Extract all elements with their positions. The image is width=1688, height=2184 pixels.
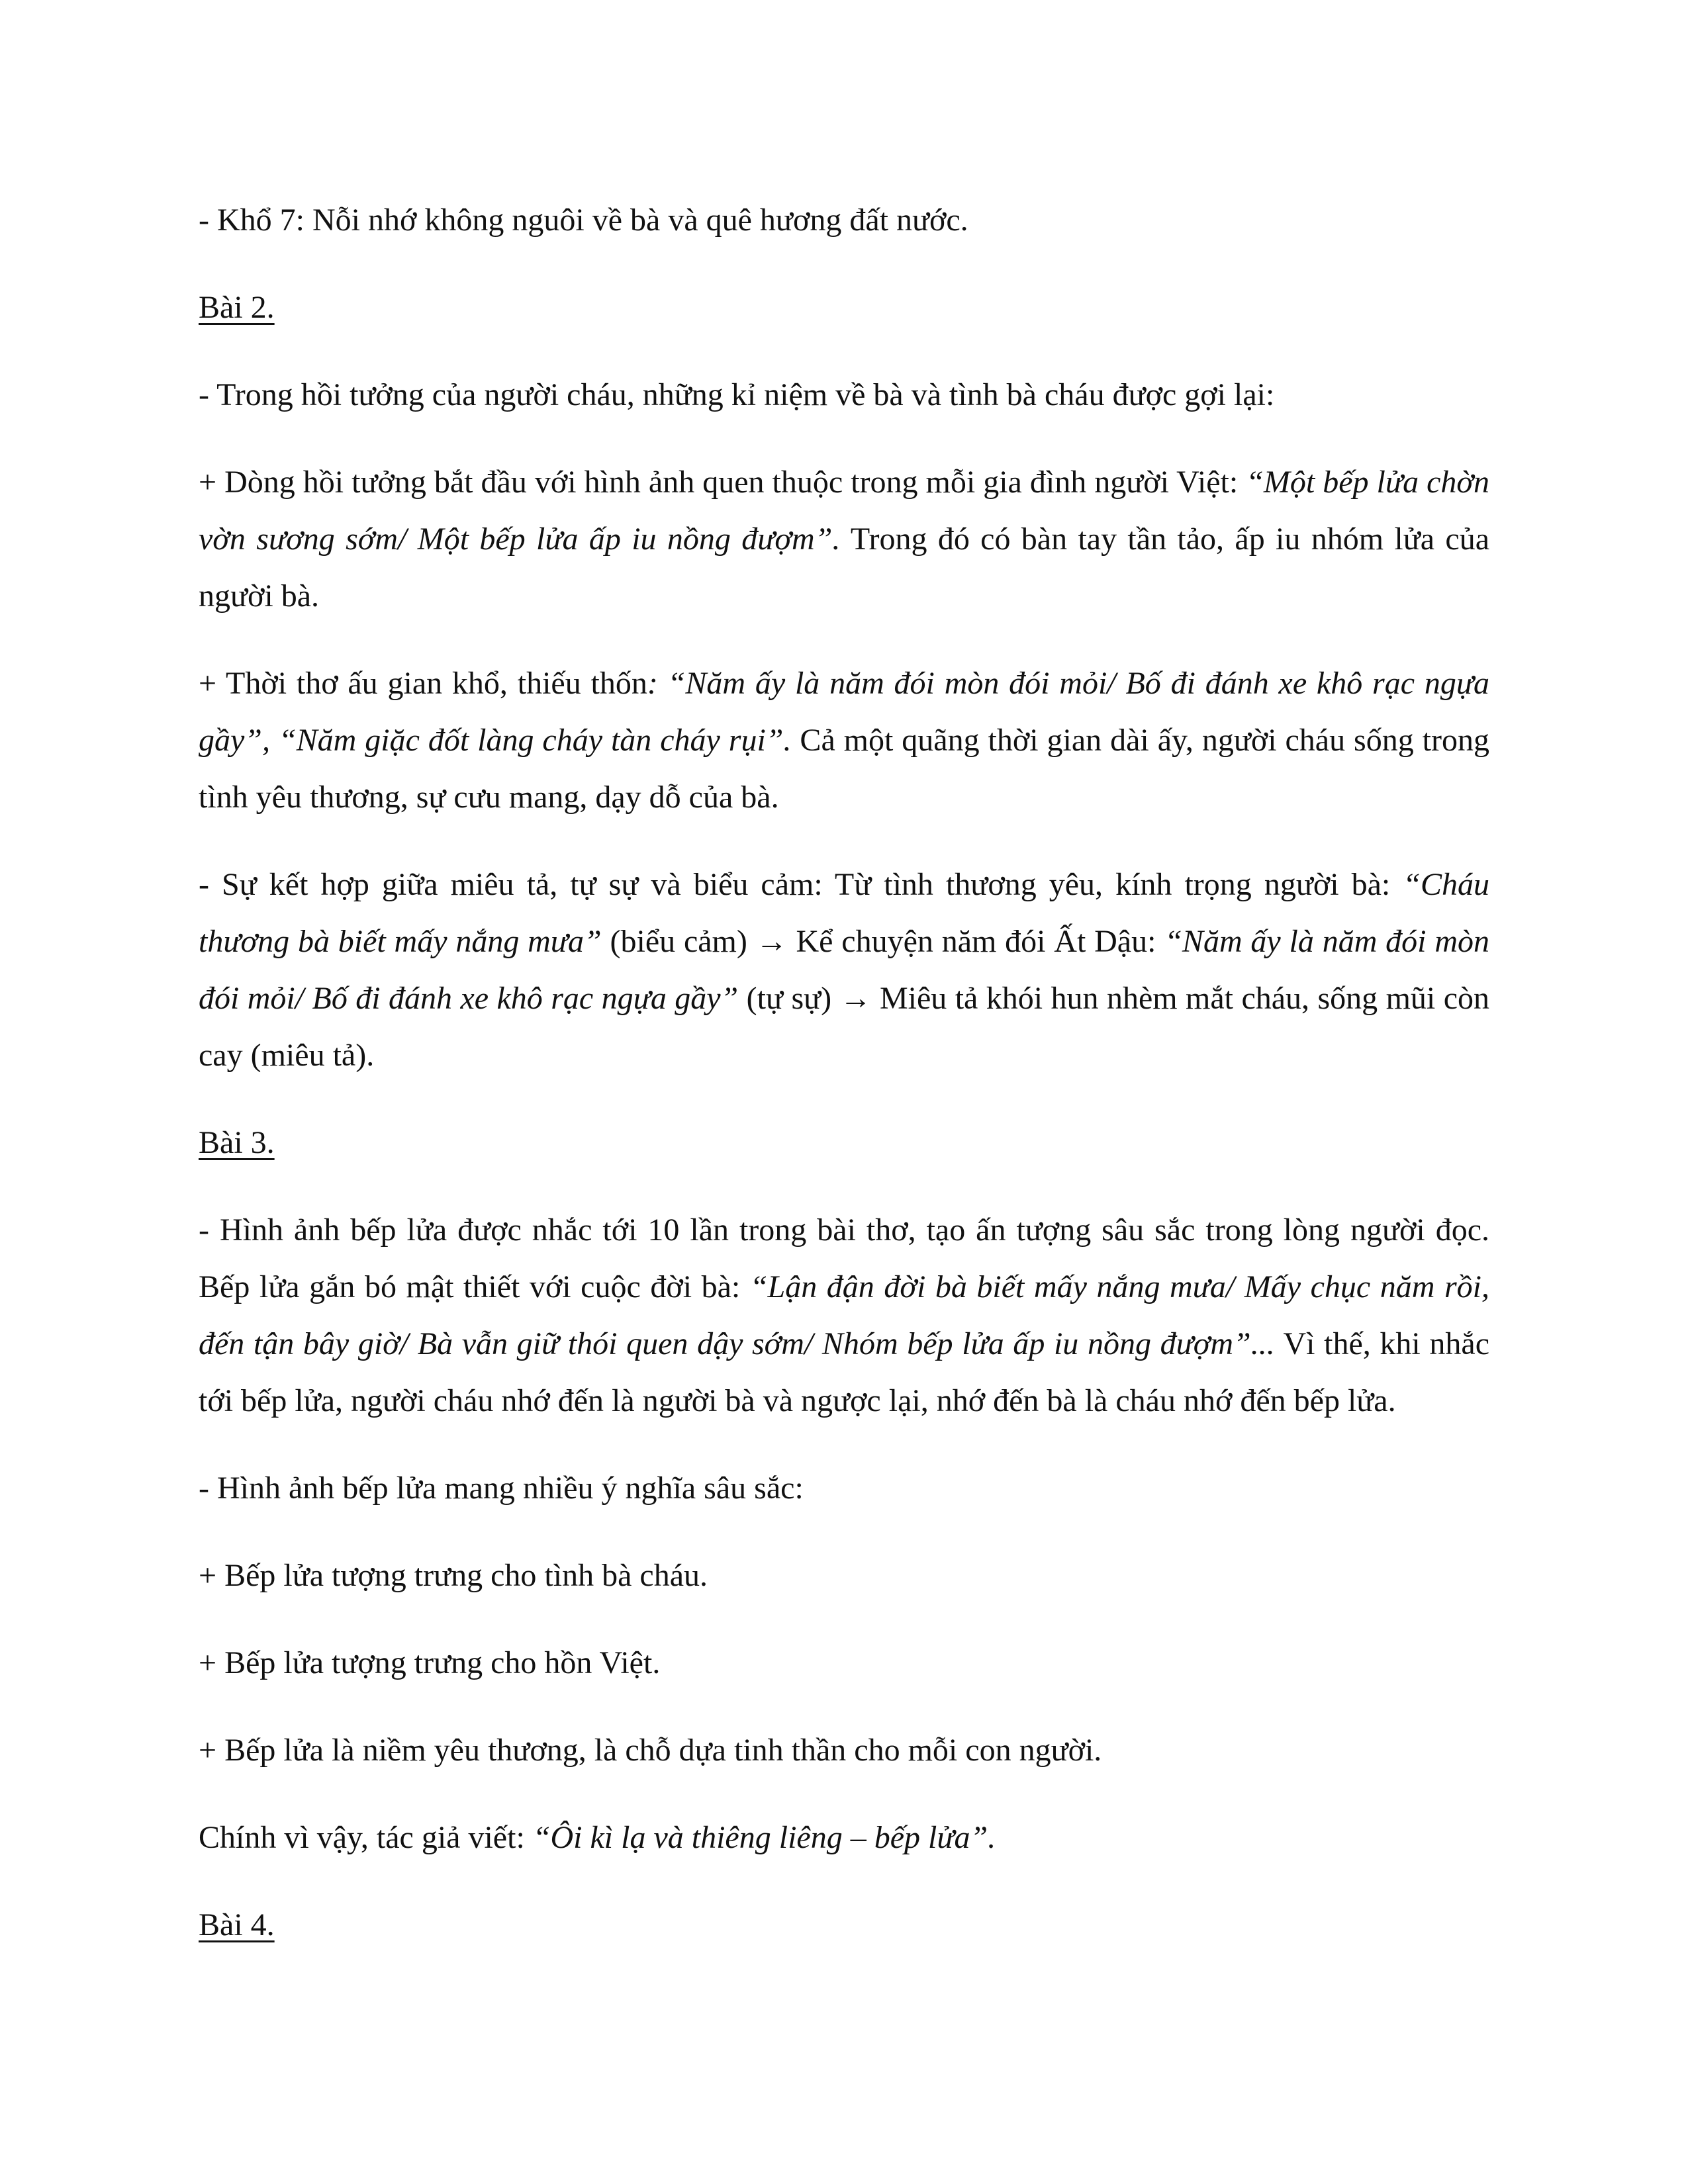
quote: : “Năm ấy là năm đói mòn đói mỏi/ Bố đi đánh xe khô rạc ngựa gầy”, “Năm giặc đốt làng cháy tàn cháy rụi”. [199, 666, 1489, 758]
bai4-heading: Bài 4. [199, 1907, 275, 1942]
quote: “Cháu thương bà biết mấy nắng mưa” [199, 867, 1489, 959]
document-page [199, 192, 1489, 1954]
khoi7-line: - Khổ 7: Nỗi nhớ không nguôi về bà và quê hương đất nước. [199, 203, 968, 238]
bai3-paragraph-1 [199, 1202, 1489, 1430]
quote: “Năm ấy là năm đói mòn đói mỏi/ Bố đi đánh xe khô rạc ngựa gầy” [199, 924, 1489, 1016]
bai3-paragraph-6 [199, 1809, 1489, 1866]
bai3-heading: Bài 3. [199, 1125, 275, 1160]
bai2-paragraph-3 [199, 655, 1489, 826]
text: (biểu cảm) → Kể chuyện năm đói Ất Dậu: [601, 924, 1165, 959]
bai3-paragraph-5: + Bếp lửa là niềm yêu thương, là chỗ dựa tinh thần cho mỗi con người. [199, 1733, 1102, 1768]
bai2-paragraph-1: - Trong hồi tưởng của người cháu, những kỉ niệm về bà và tình bà cháu được gợi lại: [199, 377, 1275, 412]
bai3-paragraph-3: + Bếp lửa tượng trưng cho tình bà cháu. [199, 1558, 708, 1593]
bai4-heading-para [199, 1897, 1489, 1954]
bai3-heading-para [199, 1115, 1489, 1171]
bai3-paragraph-2: - Hình ảnh bếp lửa mang nhiều ý nghĩa sâu sắc: [199, 1471, 804, 1506]
text: Cả một quãng thời gian dài ấy, người cháu sống trong tình yêu thương, sự cưu mang, dạy dỗ của bà. [199, 723, 1489, 815]
text: - Sự kết hợp giữa miêu tả, tự sự và biểu cảm: Từ tình thương yêu, kính trọng người bà: [199, 867, 1403, 902]
text: - Hình ảnh bếp lửa được nhắc tới 10 lần trong bài thơ, tạo ấn tượng sâu sắc trong lòng người đọc. Bếp lửa gắn bó mật thiết với cuộc đời bà: [199, 1212, 1489, 1304]
bai2-paragraph-2 [199, 454, 1489, 625]
quote: “Một bếp lửa chờn vờn sương sớm/ Một bếp lửa ấp iu nồng đượm”. [199, 465, 1489, 557]
text: (tự sự) → Miêu tả khói hun nhèm mắt cháu, sống mũi còn cay (miêu tả). [199, 981, 1489, 1073]
text: Chính vì vậy, tác giả viết: [199, 1820, 533, 1855]
quote: “Lận đận đời bà biết mấy nắng mưa/ Mấy chục năm rồi, đến tận bây giờ/ Bà vẫn giữ thói quen dậy sớm/ Nhóm bếp lửa ấp iu nồng đượm”... [199, 1269, 1489, 1361]
bai2-heading: Bài 2. [199, 290, 275, 325]
quote: “Ôi kì lạ và thiêng liêng – bếp lửa”. [532, 1820, 996, 1855]
bai3-paragraph-4: + Bếp lửa tượng trưng cho hồn Việt. [199, 1645, 661, 1680]
text: Trong đó có bàn tay tần tảo, ấp iu nhóm lửa của người bà. [199, 522, 1489, 614]
text: + Dòng hồi tưởng bắt đầu với hình ảnh quen thuộc trong mỗi gia đình người Việt: [199, 465, 1246, 500]
text: Vì thế, khi nhắc tới bếp lửa, người cháu nhớ đến là người bà và ngược lại, nhớ đến bà là cháu nhớ đến bếp lửa. [199, 1326, 1490, 1418]
bai2-paragraph-4 [199, 856, 1489, 1084]
bai2-heading-para [199, 279, 1489, 336]
text: + Thời thơ ấu gian khổ, thiếu thốn [199, 666, 647, 701]
